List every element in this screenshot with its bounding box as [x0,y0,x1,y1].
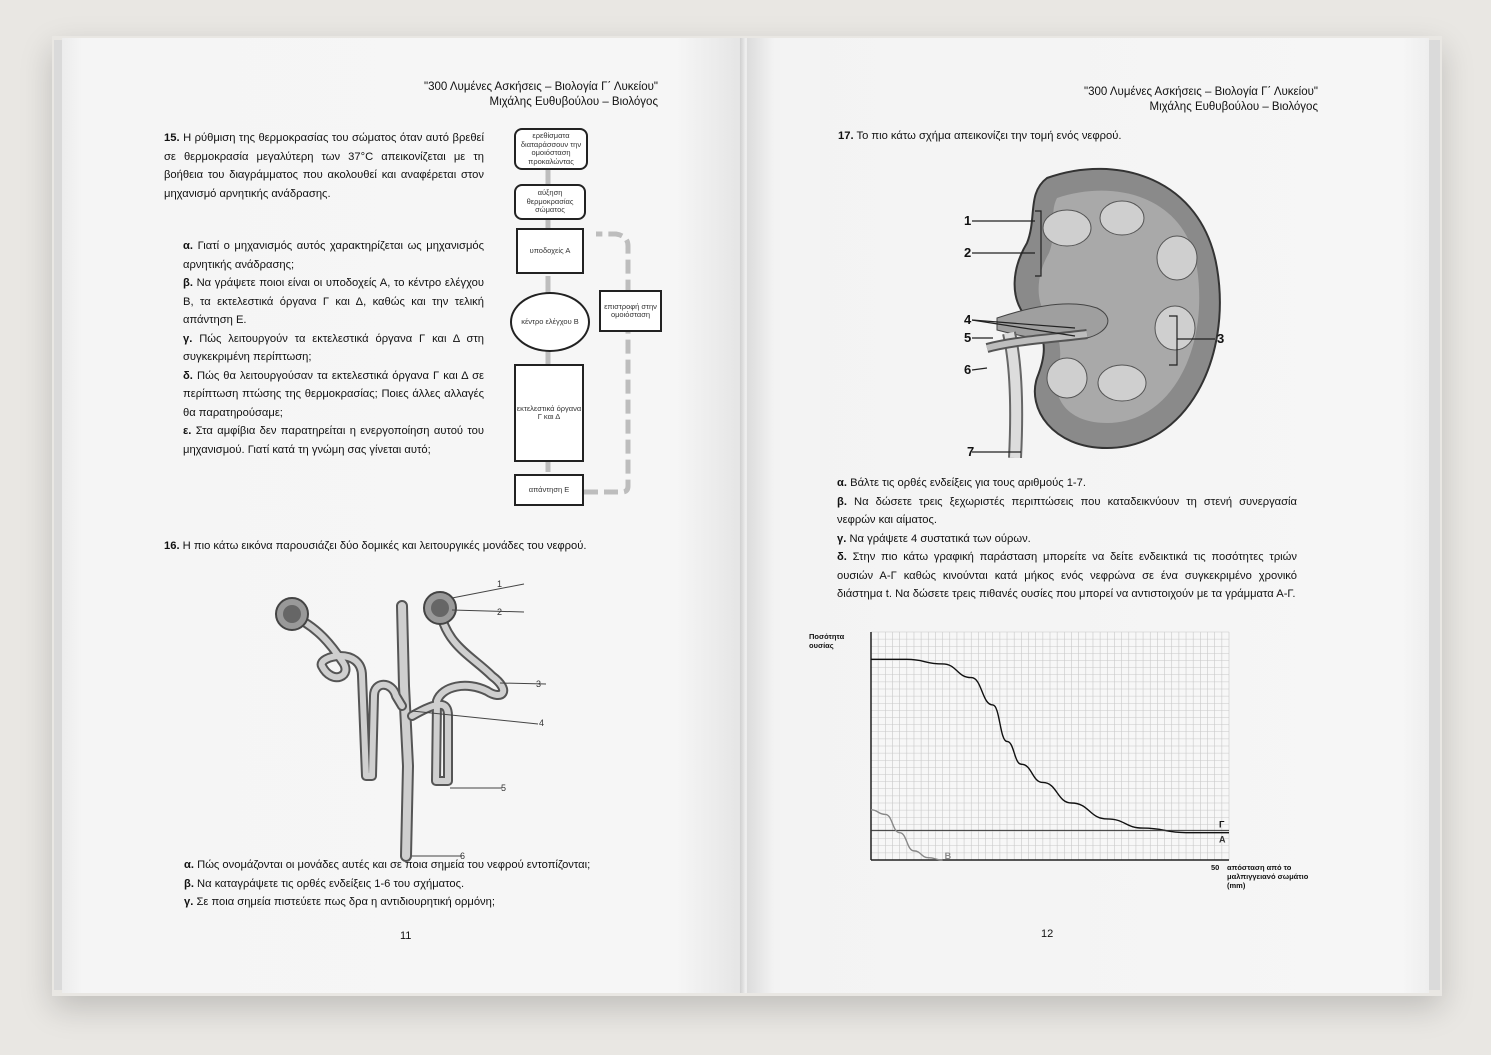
q16a-label: α. [184,859,194,871]
substance-chart [869,630,1231,862]
q17a-label: α. [837,477,847,489]
q17c-text: Να γράψετε 4 συστατικά των ούρων. [849,532,1031,545]
q15-number: 15. [164,132,180,144]
kidney-label-1: 1 [964,213,972,228]
kidney-label-3: 3 [1217,331,1225,346]
flow-box-temperature-rise: αύξηση θερμοκρασίας σώματος [514,184,586,220]
flow-box-stimulus: ερεθίσματα διαταράσσουν την ομοιόσταση προκαλώντας [514,128,588,170]
q16c-label: γ. [184,896,194,908]
q15e-text: Στα αμφίβια δεν παρατηρείται η ενεργοποίηση αυτού του μηχανισμού. Γιατί κατά τη γνώμη σας γίνεται αυτό; [183,425,485,456]
series-label-3: Β [944,851,952,861]
kidney-label-7: 7 [967,444,975,459]
right-page-edges [1428,40,1440,990]
header-author: Μιχάλης Ευθυβούλου – Βιολόγος [1149,101,1318,113]
q16-intro [164,537,634,556]
q15-subquestions [183,237,484,459]
nephron-label-5: 5 [501,783,507,793]
header-title: "300 Λυμένες Ασκήσεις – Βιολογία Γ΄ Λυκείου" [1084,86,1318,98]
flow-box-control-center: κέντρο ελέγχου Β [510,292,590,352]
q16-text: Η πιο κάτω εικόνα παρουσιάζει δύο δομικές και λειτουργικές μονάδες του νεφρού. [182,540,587,552]
flow-box-effectors: εκτελεστικά όργανα Γ και Δ [514,364,584,462]
chart-x-tick-end: 50 [1211,863,1220,872]
nephron-label-1: 1 [497,579,503,589]
q15b-label: β. [183,277,193,289]
kidney-label-4: 4 [964,312,972,327]
q17d-text: Στην πιο κάτω γραφική παράσταση μπορείτε να δείτε ενδεικτικά τις ποσότητες τριών ουσιών Α-Γ καθώς κινούνται κατά μήκος ενός νεφρώνα σε ένα συγκεκριμένο χρονικό διάστημα t. Να δώσετε τρεις πιθανές ουσίες που μπορεί να αντιστοιχούν με τα γράμματα Α-Γ. [837,551,1297,600]
q17c-label: γ. [837,532,847,545]
nephron-illustration [262,566,582,866]
flow-box-receptors: υποδοχείς Α [516,228,584,274]
q17b-label: β. [837,495,847,508]
q15b-text: Να γράψετε ποιοι είναι οι υποδοχείς Α, το κέντρο ελέγχου Β, τα εκτελεστικά όργανα Γ και Δ, καθώς και την τελική απάντηση Ε. [183,277,484,326]
q16c-text: Σε ποια σημεία πιστεύετε πως δρα η αντιδιουρητική ορμόνη; [196,896,495,908]
q16-number: 16. [164,540,180,552]
chart-ylabel: Ποσότητα ουσίας [809,632,845,650]
flow-box-homeostasis: επιστροφή στην ομοιόσταση [599,290,662,332]
nephron-label-2: 2 [497,607,503,617]
q15c-label: γ. [183,332,193,345]
q17a-text: Βάλτε τις ορθές ενδείξεις για τους αριθμούς 1-7. [850,477,1086,489]
q16-subquestions [184,856,664,912]
q16b-text: Να καταγράψετε τις ορθές ενδείξεις 1-6 του σχήματος. [197,877,465,890]
kidney-label-2: 2 [964,245,972,260]
left-page-header [424,80,658,110]
right-page-header [1084,85,1318,115]
kidney-label-5: 5 [964,330,972,345]
q17-intro [838,127,1298,146]
q16a-text: Πώς ονομάζονται οι μονάδες αυτές και σε ποια σημεία του νεφρού εντοπίζονται; [197,859,591,871]
q17b-text: Να δώσετε τρεις ξεχωριστές περιπτώσεις που καταδεικνύουν τη στενή συνεργασία νεφρών και αίματος. [837,495,1297,526]
header-author: Μιχάλης Ευθυβούλου – Βιολόγος [489,96,658,108]
series-label-2: Α [1219,834,1226,845]
q16b-label: β. [184,877,194,890]
page-number-right: 12 [1041,928,1054,940]
kidney-cross-section [957,158,1237,458]
q17d-label: δ. [837,551,847,563]
page-number-left: 11 [400,930,412,942]
nephron-label-3: 3 [536,679,542,689]
q15d-label: δ. [183,369,193,382]
right-page [747,38,1429,993]
q15a-text: Γιατί ο μηχανισμός αυτός χαρακτηρίζεται ως μηχανισμός αρνητικής ανάδρασης; [183,240,485,271]
q17-text: Το πιο κάτω σχήμα απεικονίζει την τομή ενός νεφρού. [856,130,1122,142]
q17-number: 17. [838,130,854,142]
q15e-label: ε. [183,425,192,437]
chart-xlabel: απόσταση από το μαλπιγγειανό σωμάτιο (mm) [1227,863,1309,890]
flow-box-response: απάντηση Ε [514,474,584,506]
q15c-text: Πώς λειτουργούν τα εκτελεστικά όργανα Γ και Δ στη συγκεκριμένη περίπτωση; [183,332,485,363]
q15d-text: Πώς θα λειτουργούσαν τα εκτελεστικά όργανα Γ και Δ σε περίπτωση πτώσης της θερμοκρασίας; Ποιες άλλες αλλαγές θα παρατηρούσαμε; [183,369,485,419]
nephron-label-4: 4 [539,718,545,728]
kidney-label-6: 6 [964,362,972,377]
header-title: "300 Λυμένες Ασκήσεις – Βιολογία Γ΄ Λυκείου" [424,81,658,93]
q15-intro [164,129,484,203]
nephron-label-6: 6 [460,851,466,861]
left-page [62,38,744,993]
series-label-1: Γ [1219,819,1225,830]
q17-subquestions [837,474,1297,604]
q15-text: Η ρύθμιση της θερμοκρασίας του σώματος όταν αυτό βρεθεί σε θερμοκρασία μεγαλύτερη των 37°C απεικονίζεται με τη βοήθεια του διαγράμματος που ακολουθεί και αναφέρεται στον μηχανισμό αρνητικής ανάδρασης. [164,132,485,200]
q15a-label: α. [183,240,193,252]
